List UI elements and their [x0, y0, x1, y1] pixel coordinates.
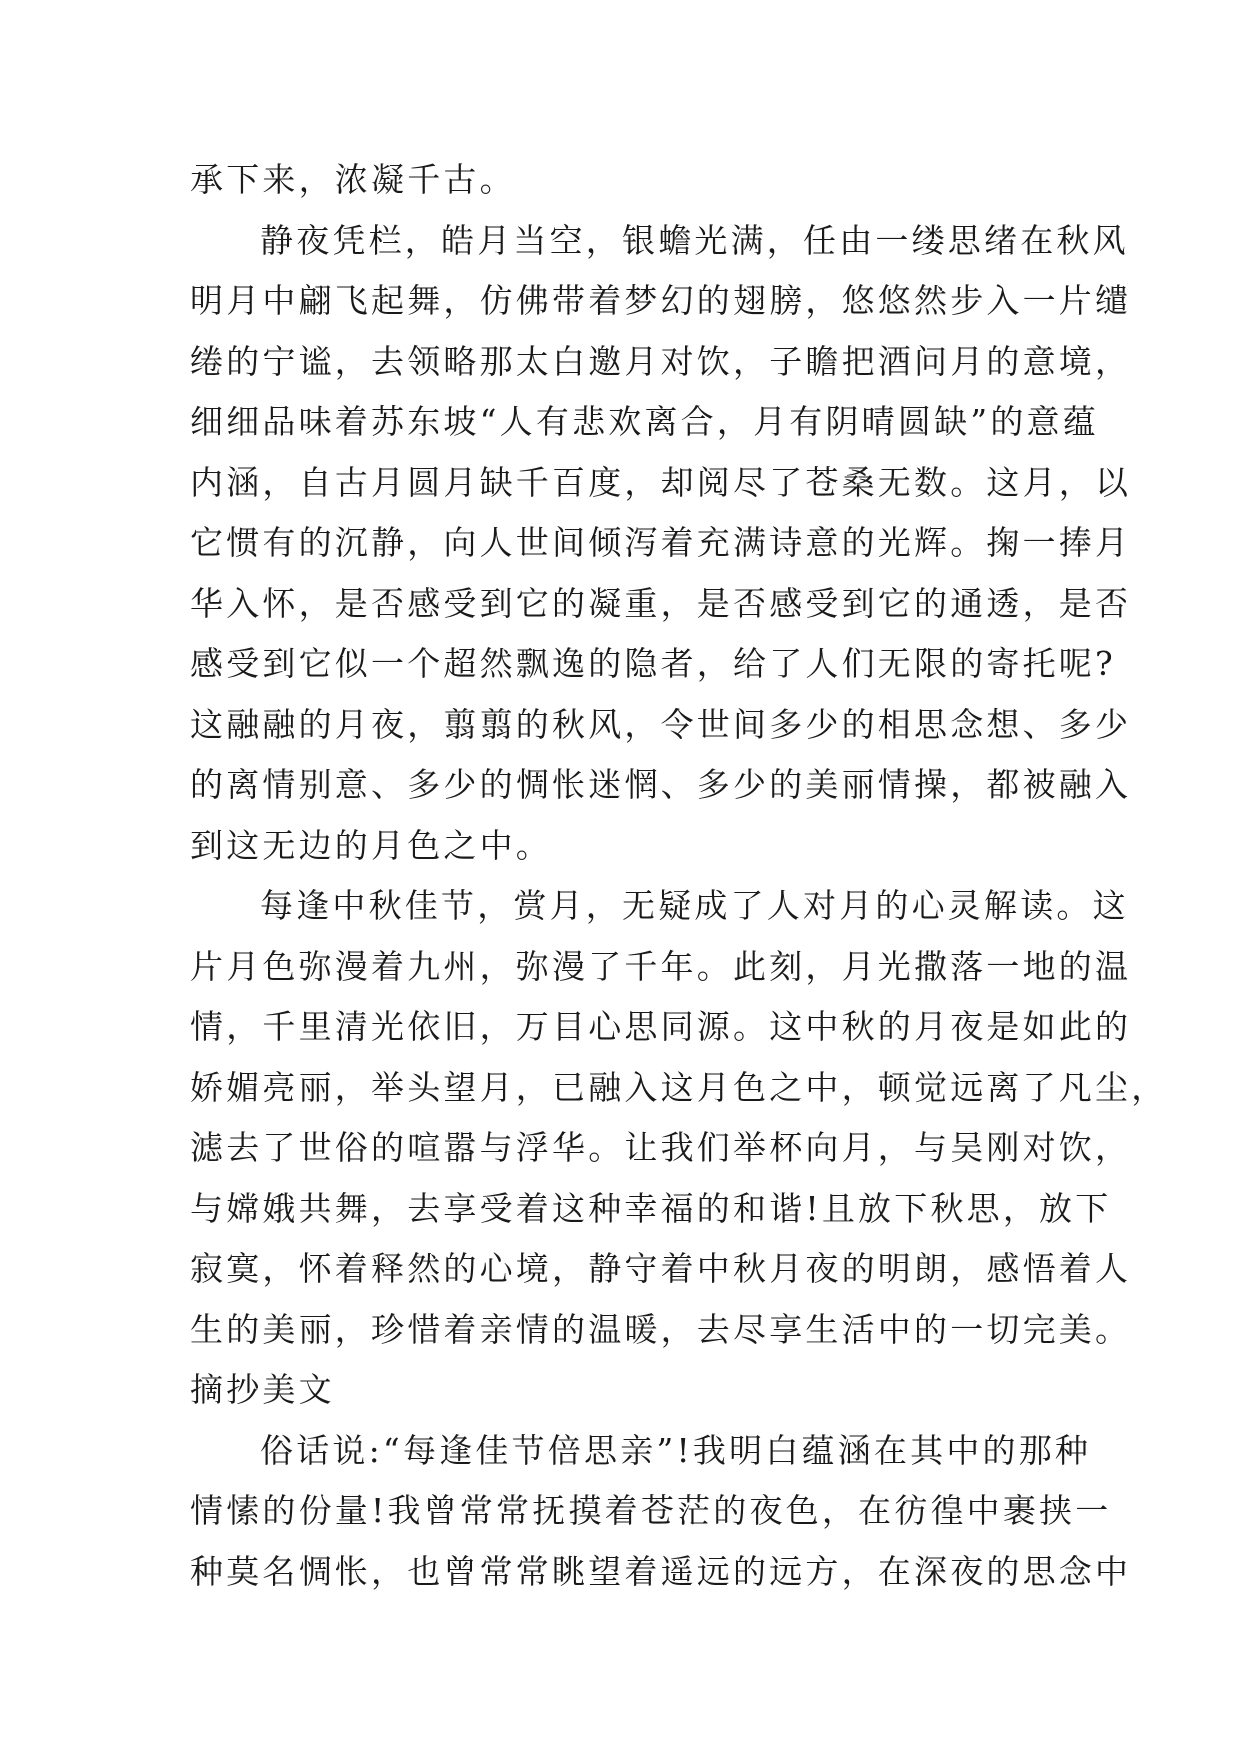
text-line: 娇媚亮丽，举头望月，已融入这月色之中，顿觉远离了凡尘，: [190, 1067, 1168, 1107]
text-line: 感受到它似一个超然飘逸的隐者，给了人们无限的寄托呢?: [190, 644, 1116, 683]
text-line: 的离情别意、多少的惆怅迷惘、多少的美丽情操，都被融入: [190, 765, 1132, 804]
text-line: 这融融的月夜，翦翦的秋风，令世间多少的相思念想、多少: [190, 704, 1132, 744]
text-line: 绻的宁谧，去领略那太白邀月对饮，子瞻把酒问月的意境，: [190, 341, 1132, 381]
text-line: 细细品味着苏东坡“人有悲欢离合，月有阴晴圆缺”的意蕴: [190, 402, 1099, 441]
text-line: 与嫦娥共舞，去享受着这种幸福的和谐!且放下秋思，放下: [190, 1188, 1112, 1228]
text-line: 生的美丽，珍惜着亲情的温暖，去尽享生活中的一切完美。: [190, 1309, 1132, 1349]
text-line: 俗话说:“每逢佳节倍思亲”!我明白蕴涵在其中的那种: [260, 1430, 1092, 1470]
text-line: 滤去了世俗的喧嚣与浮华。让我们举杯向月，与吴刚对饮，: [190, 1128, 1132, 1167]
text-line: 明月中翩飞起舞，仿佛带着梦幻的翅膀，悠悠然步入一片缱: [190, 281, 1132, 320]
text-line: 情，千里清光依旧，万目心思同源。这中秋的月夜是如此的: [190, 1007, 1132, 1046]
text-line: 片月色弥漫着九州，弥漫了千年。此刻，月光撒落一地的温: [190, 946, 1132, 986]
text-line: 种莫名惆怅，也曾常常眺望着遥远的远方，在深夜的思念中: [190, 1551, 1132, 1591]
document-body: [190, 150, 1168, 1602]
text-line: 内涵，自古月圆月缺千百度，却阅尽了苍桑无数。这月，以: [190, 462, 1132, 502]
text-line: 寂寞，怀着释然的心境，静守着中秋月夜的明朗，感悟着人: [190, 1249, 1132, 1288]
text-line: 情愫的份量!我曾常常抚摸着苍茫的夜色，在彷徨中裹挟一: [190, 1491, 1112, 1530]
text-line: 每逢中秋佳节，赏月，无疑成了人对月的心灵解读。这: [260, 886, 1129, 925]
text-line: 承下来，浓凝千古。: [190, 160, 516, 199]
text-line: 华入怀，是否感受到它的凝重，是否感受到它的通透，是否: [190, 583, 1132, 623]
text-line: 到这无边的月色之中。: [190, 825, 552, 865]
text-line: 静夜凭栏，皓月当空，银蟾光满，任由一缕思绪在秋风: [260, 220, 1129, 260]
text-line: 它惯有的沉静，向人世间倾泻着充满诗意的光辉。掬一捧月: [190, 523, 1132, 562]
section-heading: 摘抄美文: [190, 1370, 335, 1409]
